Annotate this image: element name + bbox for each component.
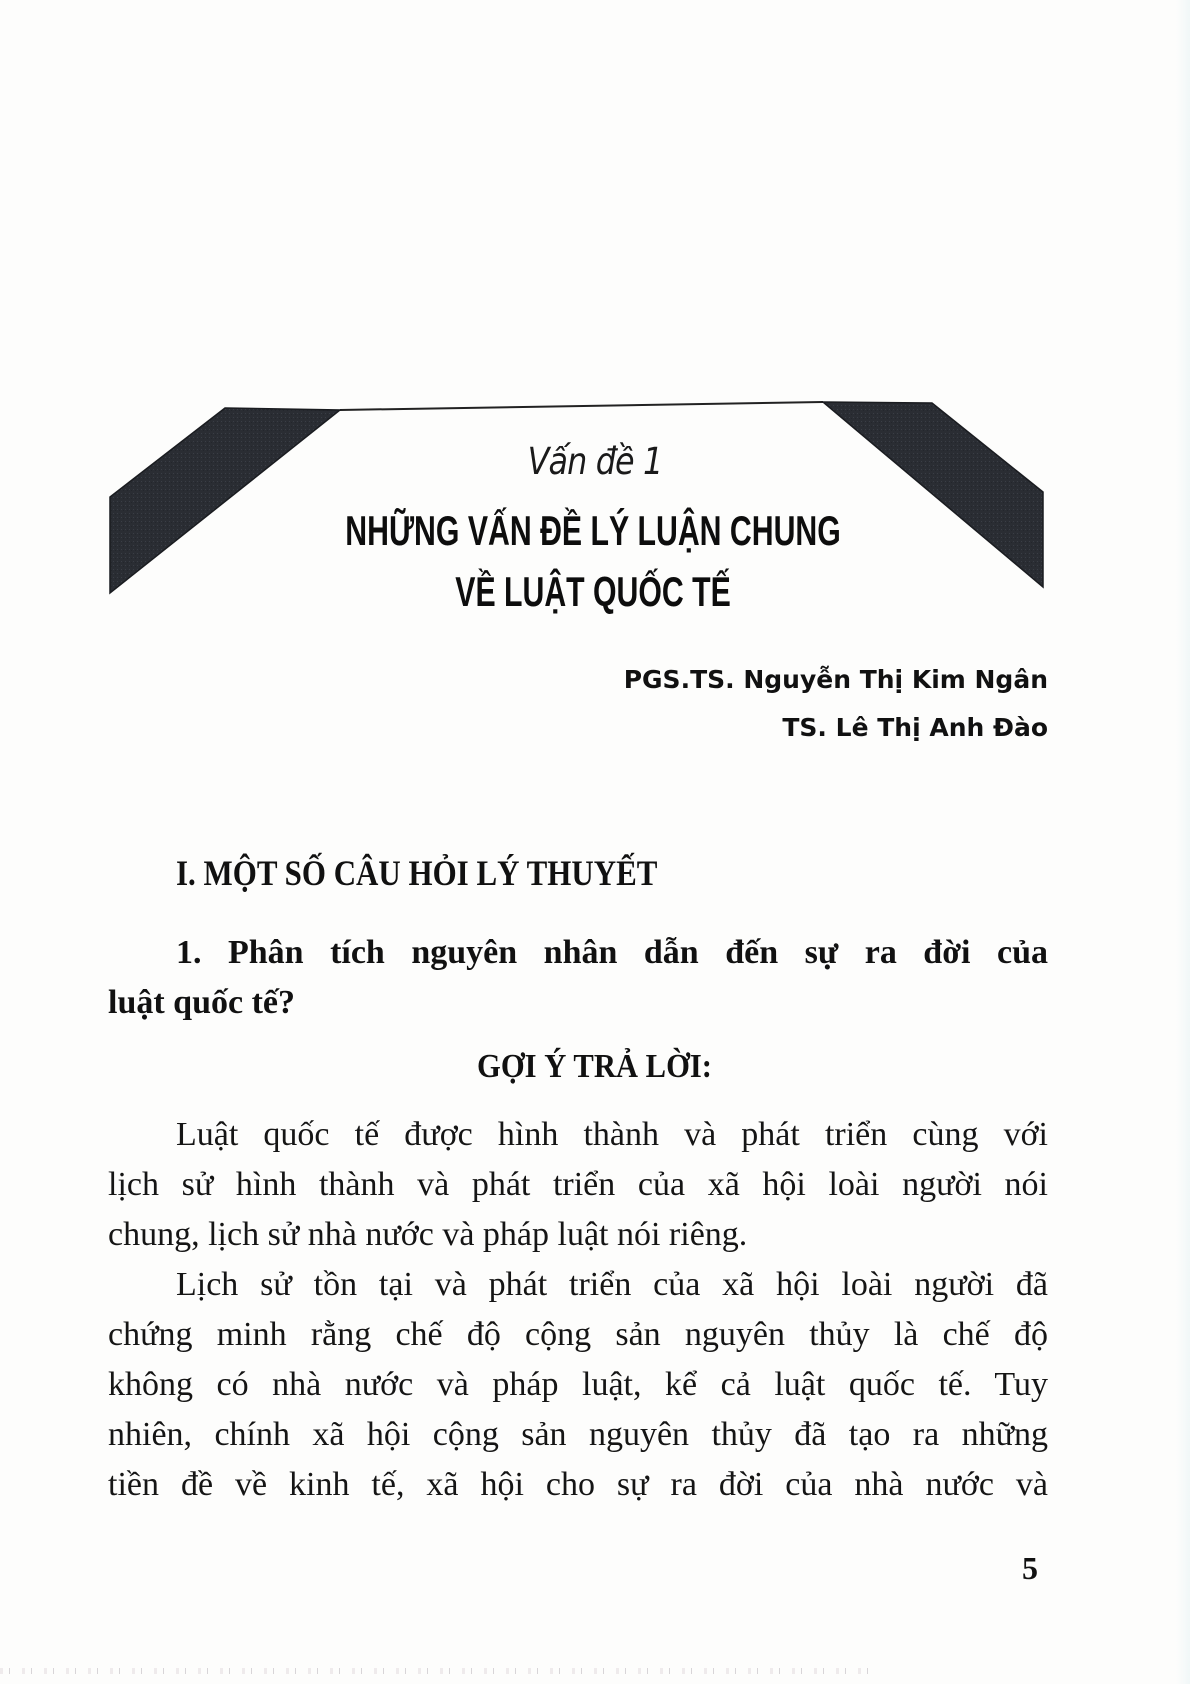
chapter-title-line1: NHỮNG VẤN ĐỀ LÝ LUẬN CHUNG xyxy=(345,507,841,554)
banner-left-band xyxy=(110,408,340,593)
answer-heading xyxy=(0,1048,1190,1086)
body-line: chung, lịch sử nhà nước và pháp luật nói riêng. xyxy=(108,1216,748,1253)
section-heading: I. MỘT SỐ CÂU HỎI LÝ THUYẾT xyxy=(176,853,658,893)
page-number: 5 xyxy=(1022,1550,1038,1586)
banner-top-rule xyxy=(340,402,823,410)
answer-body xyxy=(108,1110,1048,1510)
scan-artifact-strip xyxy=(0,1668,880,1674)
body-line: nhiên, chính xã hội cộng sản nguyên thủy đã tạo ra những xyxy=(108,1416,1048,1453)
body-line: không có nhà nước và pháp luật, kể cả luật quốc tế. Tuy xyxy=(108,1366,1048,1403)
body-line: tiền đề về kinh tế, xã hội cho sự ra đời của nhà nước và xyxy=(108,1466,1048,1503)
question-line: luật quốc tế? xyxy=(108,984,295,1021)
body-line: chứng minh rằng chế độ cộng sản nguyên thủy là chế độ xyxy=(108,1316,1048,1353)
banner-right-band xyxy=(823,402,1043,587)
question-line: 1. Phân tích nguyên nhân dẫn đến sự ra đời của xyxy=(176,934,1048,971)
chapter-title-line2: VỀ LUẬT QUỐC TẾ xyxy=(455,568,731,615)
author-2: TS. Lê Thị Anh Đào xyxy=(782,713,1048,742)
question-1 xyxy=(108,928,1048,1028)
body-line: Lịch sử tồn tại và phát triển của xã hội loài người đã xyxy=(176,1266,1048,1303)
chapter-label: Vấn đề 1 xyxy=(527,440,663,483)
body-line: Luật quốc tế được hình thành và phát triển cùng với xyxy=(176,1116,1048,1153)
body-line: lịch sử hình thành và phát triển của xã hội loài người nói xyxy=(108,1166,1048,1203)
answer-heading-text: GỢI Ý TRẢ LỜI: xyxy=(477,1048,713,1085)
author-1: PGS.TS. Nguyễn Thị Kim Ngân xyxy=(623,665,1048,694)
